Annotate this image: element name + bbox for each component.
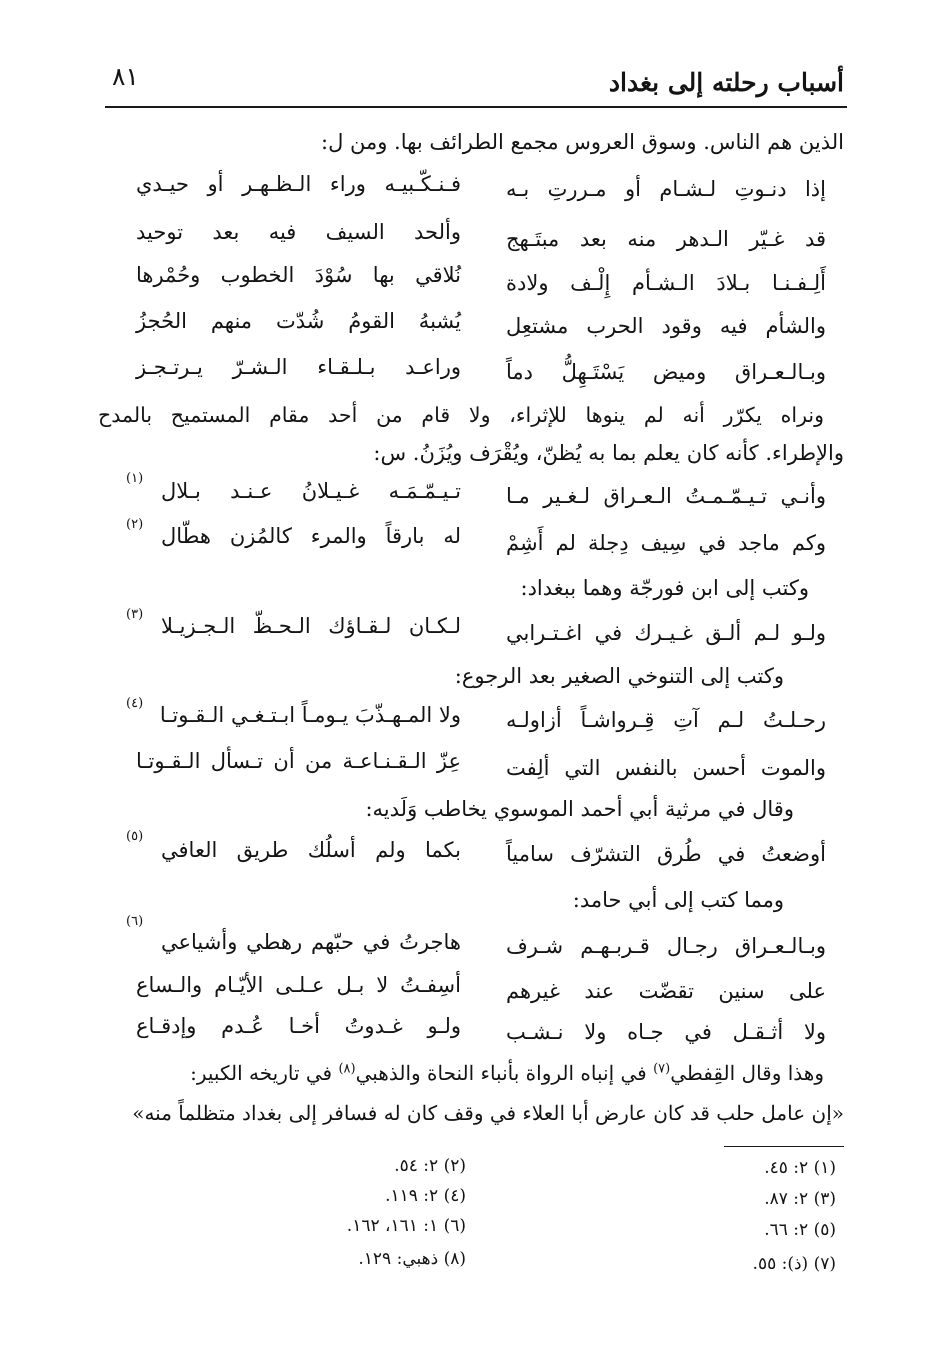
verse-hemistich: وألحد السيف فيه بعد توحيد xyxy=(136,220,461,244)
prose-segment: في إنباه الرواة بأنباء النحاة والذهبي xyxy=(355,1061,654,1085)
verse-hemistich: ولـو غـدوتُ أخـا عُـدم وإدقـاع xyxy=(136,1014,461,1038)
verse-hemistich: ولا المـهـذّبَ يـومـاً ابـتـغـي الـقـوتـا xyxy=(159,703,461,727)
footnote-marker: (٨) xyxy=(338,1061,356,1077)
verse-hemistich: على سنين تقضّت عند غيرهم xyxy=(506,979,826,1003)
footnote: (٧) (ذ): ٥٥. xyxy=(752,1254,836,1274)
footnote: (١) ٢: ٤٥. xyxy=(764,1158,836,1178)
verse-hemistich: لـكـان لـقـاؤك الـحـظّ الـجـزيـلا xyxy=(161,614,461,638)
footnote-marker: (٧) xyxy=(653,1061,671,1077)
footnote-marker: (١) xyxy=(126,471,144,486)
footnote: (٦) ١: ١٦١، ١٦٢. xyxy=(346,1216,466,1236)
footnote: (٥) ٢: ٦٦. xyxy=(764,1220,836,1240)
verse-hemistich: والشأم فيه وقود الحرب مشتعِل xyxy=(506,314,826,338)
verse-hemistich: ولـو لـم ألـق غـيـرك في اغـتـرابي xyxy=(506,621,826,645)
verse-hemistich: فـنـكّـبيـه وراء الـظـهـر أو حيـدي xyxy=(136,172,461,196)
prose-line: وكتب إلى ابن فورجّة وهما ببغداد: xyxy=(520,576,809,600)
verse-hemistich: وأنـي تـيـمّـمـتُ الـعـراق لـغـير مـا xyxy=(506,484,826,508)
prose-line: ونراه يكرّر أنه لم ينوها للإثراء، ولا قام من أحد مقام المستميح بالمدح xyxy=(98,403,824,427)
verse-hemistich: له بارقاً والمرء كالمُزن هطّال xyxy=(161,524,461,548)
footnote: (٤) ٢: ١١٩. xyxy=(385,1186,466,1206)
page-number: ٨١ xyxy=(112,62,139,91)
prose-line: وقال في مرثية أبي أحمد الموسوي يخاطب وَلَديه: xyxy=(365,797,794,821)
verse-hemistich: قد غـيّر الـدهر منه بعد مبتَـهج xyxy=(506,227,826,251)
verse-hemistich: ولا أثـقـل في جـاه ولا نـشـب xyxy=(506,1020,826,1044)
verse-hemistich: وكم ماجد في سِيف دِجلة لم أَشِمْ xyxy=(506,531,826,555)
verse-hemistich: أَلِـفـنـا بـلادَ الـشـأم إِلْـف ولادة xyxy=(506,271,826,295)
footnote-divider xyxy=(724,1146,844,1147)
verse-hemistich: رحـلـتُ لـم آتِ قِـرواشـاً أزاولـه xyxy=(506,708,826,732)
prose-line: والإطراء. كأنه كان يعلم بما به يُظنّ، ويُقْرَف ويُزَنُ. س: xyxy=(373,441,844,465)
verse-hemistich: يُشبهُ القومُ شُدّت منهم الحُجزُ xyxy=(136,309,461,333)
running-header-title: أسباب رحلته إلى بغداد xyxy=(608,68,844,97)
verse-hemistich: إذا دنـوتِ لـشـام أو مـررتِ بـه xyxy=(506,177,826,201)
footnote-marker: (٤) xyxy=(126,696,144,711)
prose-segment: وهذا وقال القِفطي xyxy=(670,1061,824,1085)
verse-hemistich: بكما ولم أسلُك طريق العافي xyxy=(161,838,461,862)
verse-hemistich: أوضعتُ في طُرق التشرّف سامياً xyxy=(506,842,826,866)
verse-hemistich: وراعـد بـلـقـاء الـشـرّ يـرتـجـز xyxy=(136,355,461,379)
verse-hemistich: أسِفـتُ لا بـل عـلـى الأيّـام والـساع xyxy=(136,973,461,997)
verse-hemistich: وبـالـعـراق رجـال قـربـهـم شـرف xyxy=(506,934,826,958)
prose-line: وكتب إلى التنوخي الصغير بعد الرجوع: xyxy=(454,664,784,688)
footnote-marker: (٥) xyxy=(126,829,144,844)
footnote-marker: (٦) xyxy=(126,914,144,929)
verse-hemistich: والموت أحسن بالنفس التي ألِفت xyxy=(506,756,826,780)
verse-hemistich: وبـالـعـراق وميض يَسْتَـهِلُّ دماً xyxy=(506,360,826,384)
verse-hemistich: عِزّ الـقـنـاعـة من أن تـسأل الـقـوتـا xyxy=(136,749,461,773)
prose-line: «إن عامل حلب قد كان عارض أبا العلاء في وقف كان له فسافر إلى بغداد متظلماً منه» xyxy=(132,1101,844,1125)
prose-line xyxy=(190,1061,824,1085)
prose-segment: في تاريخه الكبير: xyxy=(190,1061,339,1085)
prose-line: الذين هم الناس. وسوق العروس مجمع الطرائف بها. ومن ل: xyxy=(321,130,844,154)
header-divider xyxy=(105,106,847,108)
prose-line: ومما كتب إلى أبي حامد: xyxy=(572,888,784,912)
footnote-marker: (٣) xyxy=(126,607,144,622)
footnote: (٣) ٢: ٨٧. xyxy=(764,1189,836,1209)
verse-hemistich: تـيـمّـمَـه غـيـلانُ عـنـد بـلال xyxy=(161,479,461,503)
verse-hemistich: هاجرتُ في حبّهم رهطي وأشياعي xyxy=(161,930,461,954)
verse-hemistich: نُلاقي بها سُوْدَ الخطوب وحُمْرها xyxy=(136,263,461,287)
footnote: (٢) ٢: ٥٤. xyxy=(394,1156,466,1176)
footnote-marker: (٢) xyxy=(126,517,144,532)
footnote: (٨) ذهبي: ١٢٩. xyxy=(358,1249,466,1269)
